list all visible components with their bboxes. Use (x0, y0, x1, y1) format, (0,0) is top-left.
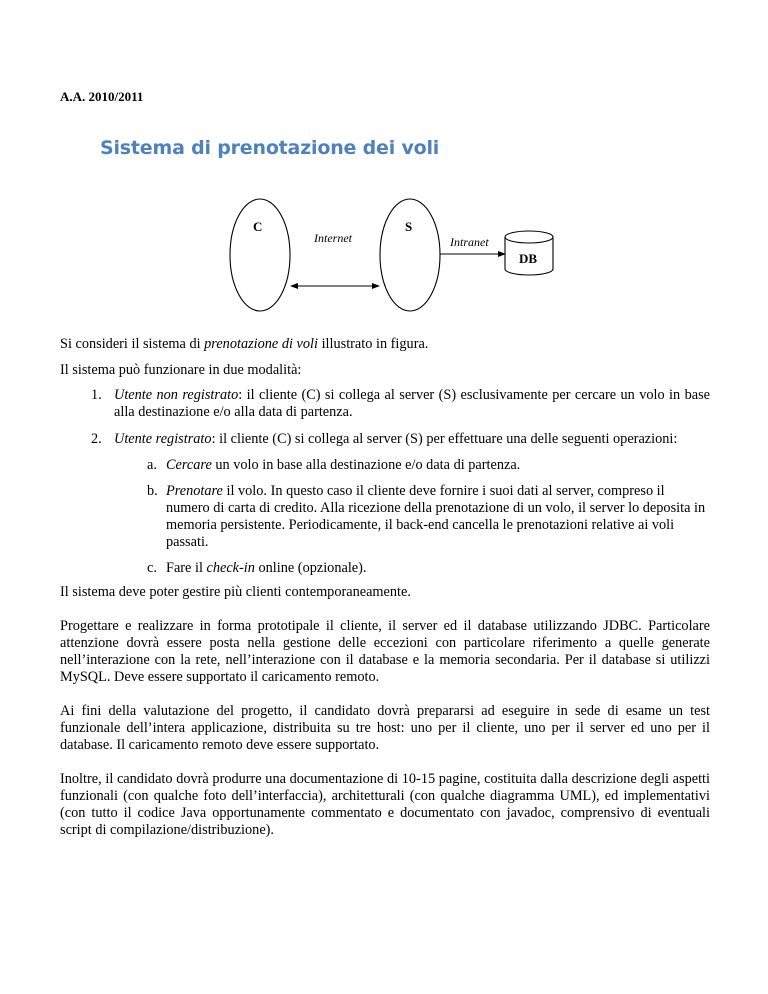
design-paragraph: Progettare e realizzare in forma prototipale il cliente, il server ed il database utilizzando JDBC. Particolare attenzione dovrà essere posta nella gestione delle eccezioni con particolare riferimento a quelle generate nell’interazione con la rete, nell’interazione con il database e la memoria secondaria. Per il database si utilizzi MySQL. Deve essere supportato il caricamento remoto. (60, 618, 710, 685)
list-item: c. Fare il check-in online (opzionale). (147, 560, 367, 576)
client-label: C (253, 219, 263, 234)
modes-intro: Il sistema può funzionare in due modalità: (60, 362, 302, 378)
list-item: 2. Utente registrato: il cliente (C) si collega al server (S) per effettuare una delle seguenti operazioni: a. Cercare un volo in base alla destinazione e/o data di partenza. b. Prenotare il volo. In questo caso il cliente deve fornire i suoi dati al server, compreso il numero di carta di credito. Alla ricezione della prenotazione di un volo, il server lo deposita in memoria persistente. Periodicamente, il back-end cancella le prenotazioni relative ai voli passati. c. Fare il check-in online (opzionale). (60, 431, 710, 577)
evaluation-paragraph: Ai fini della valutazione del progetto, il candidato dovrà prepararsi ad eseguire in sede di esame un test funzionale dell’intera applicazione, distribuita su tre host: uno per il cliente, uno per il server ed uno per il database. Il caricamento remoto deve essere supportato. (60, 703, 710, 753)
multi-clients-paragraph: Il sistema deve poter gestire più clienti contemporaneamente. (60, 584, 411, 600)
list-item: b. Prenotare il volo. In questo caso il cliente deve fornire i suoi dati al server, compreso il numero di carta di credito. Alla ricezione della prenotazione di un volo, il server lo deposita in memoria persistente. Periodicamente, il back-end cancella le prenotazioni relative ai voli passati. (147, 483, 706, 550)
academic-year: A.A. 2010/2011 (60, 89, 144, 104)
intro-paragraph: Si consideri il sistema di prenotazione di voli illustrato in figura. (60, 336, 429, 352)
documentation-paragraph: Inoltre, il candidato dovrà produrre una documentazione di 10-15 pagine, costituita dalla descrizione degli aspetti funzionali (con qualche foto dell’interfaccia), architetturali (con qualche diagramma UML), ed implementativi (con tutto il codice Java opportunamente commentato e documentato con javadoc, comprensivo di eventuali script di compilazione/distribuzione). (60, 771, 710, 838)
modes-list (60, 387, 710, 577)
architecture-diagram (228, 197, 568, 313)
list-item: 1. Utente non registrato: il cliente (C) si collega al server (S) esclusivamente per cercare un volo in base alla destinazione e/o alla data di partenza. (91, 387, 710, 420)
intranet-label: Intranet (450, 235, 489, 249)
document-body (60, 336, 710, 839)
page-title: Sistema di prenotazione dei voli (100, 137, 440, 159)
arrow-head-right-icon (372, 283, 380, 289)
arrow-head-left-icon (290, 283, 298, 289)
list-item: a. Cercare un volo in base alla destinazione e/o data di partenza. (147, 457, 521, 473)
db-label: DB (519, 251, 538, 266)
operations-list (60, 457, 710, 577)
internet-label: Internet (314, 231, 352, 245)
server-label: S (405, 219, 413, 234)
client-ellipse (230, 199, 290, 311)
server-ellipse (380, 199, 440, 311)
